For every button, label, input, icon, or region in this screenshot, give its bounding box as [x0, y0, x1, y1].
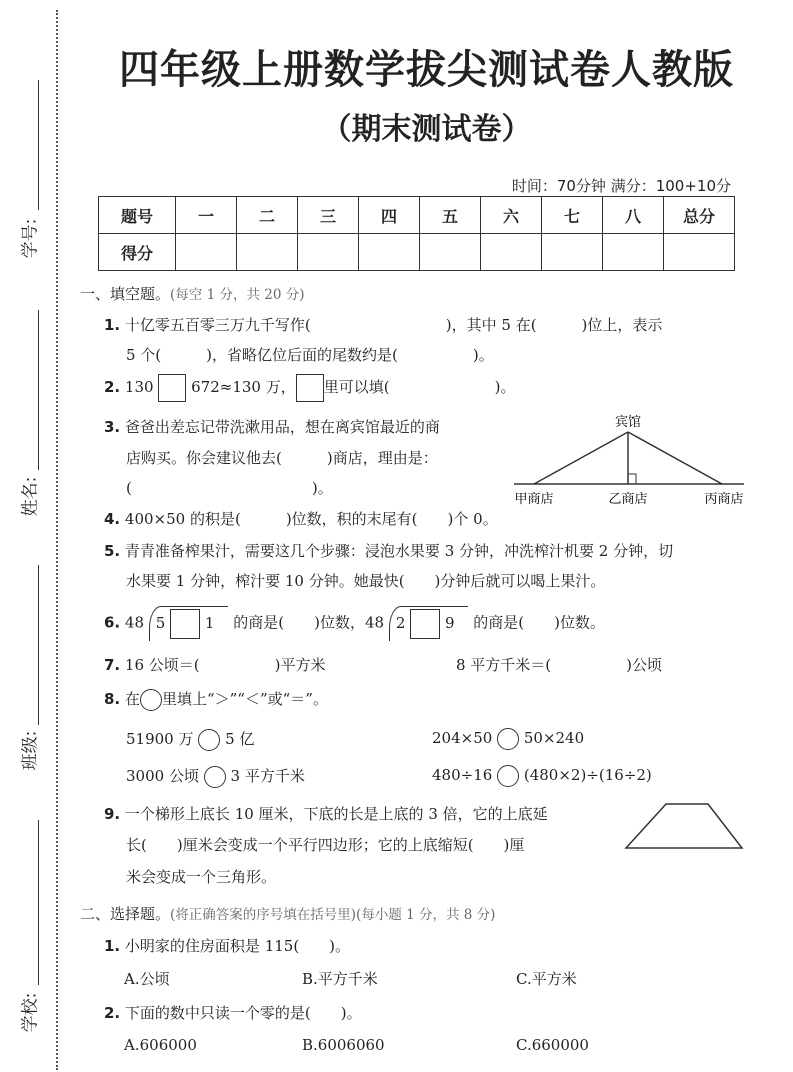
question-3-line-3: ( )。	[126, 479, 333, 497]
question-number: 2.	[104, 1004, 121, 1022]
compare-item-2	[432, 728, 584, 750]
question-text: 下面的数中只读一个零的是( )。	[124, 1004, 362, 1022]
compare-item-1	[126, 728, 254, 751]
page-title: 四年级上册数学拔尖测试卷人教版	[119, 47, 734, 93]
answer-box[interactable]	[410, 609, 440, 639]
question-9-line-2: 长( )厘米会变成一个平行四边形；它的上底缩短( )厘	[126, 836, 525, 854]
question-number: 3.	[104, 418, 121, 436]
question-number: 2.	[104, 378, 121, 396]
question-text: 672≈130 万，	[191, 378, 296, 396]
score-header-cell: 一	[176, 197, 237, 234]
choice-option-c[interactable]: C.平方米	[516, 970, 577, 988]
answer-box[interactable]	[158, 374, 186, 402]
question-3-line-1	[104, 416, 440, 437]
score-header-cell: 七	[542, 197, 603, 234]
question-number: 6.	[104, 613, 121, 632]
score-cell[interactable]	[237, 234, 298, 271]
question-text: 爸爸出差忘记带洗漱用品，想在离宾馆最近的商	[124, 418, 440, 436]
question-3-line-2: 店购买。你会建议他去( )商店，理由是：	[126, 449, 438, 467]
question-text: 十亿零五百零三万九千写作( )，其中 5 在( )位上，表示	[124, 316, 663, 334]
choice-option-a[interactable]: A.公顷	[124, 970, 170, 988]
question-number: 4.	[104, 510, 121, 528]
shop-b-label: 乙商店	[608, 492, 648, 507]
name-field[interactable]	[38, 310, 39, 470]
question-number: 1.	[104, 316, 121, 334]
question-1-line-1	[104, 314, 662, 335]
divisor-2: 48	[364, 613, 385, 632]
name-label: 姓名:	[20, 476, 41, 517]
score-cell[interactable]	[542, 234, 603, 271]
circle-symbol	[140, 689, 162, 711]
class-field[interactable]	[38, 565, 39, 725]
choice-option-b[interactable]: B.6006060	[302, 1036, 385, 1054]
question-text: 的商是( )位数。	[473, 613, 605, 632]
question-8	[104, 688, 328, 711]
question-number: 1.	[104, 937, 121, 955]
question-text: 130	[124, 378, 154, 396]
student-id-field[interactable]	[38, 80, 39, 210]
compare-left: 480÷16	[432, 766, 493, 784]
score-cell[interactable]	[176, 234, 237, 271]
score-header-cell: 六	[481, 197, 542, 234]
score-header-cell: 题号	[99, 197, 176, 234]
question-number: 9.	[104, 805, 121, 823]
shop-c-label: 丙商店	[704, 492, 744, 507]
right-angle-mark	[628, 474, 636, 484]
score-header-cell: 总分	[664, 197, 735, 234]
score-header-cell: 三	[298, 197, 359, 234]
question-1-line-2: 5 个( )，省略亿位后面的尾数约是( )。	[126, 346, 494, 364]
compare-left: 204×50	[432, 729, 493, 747]
score-cell[interactable]	[481, 234, 542, 271]
answer-box[interactable]	[170, 609, 200, 639]
dividend-digit: 5	[155, 614, 166, 632]
score-cell[interactable]	[664, 234, 735, 271]
question-2	[104, 374, 515, 402]
compare-item-4	[432, 765, 652, 787]
compare-left: 3000 公顷	[126, 767, 199, 785]
compare-circle[interactable]	[198, 729, 220, 751]
trapezoid-shape	[626, 804, 742, 848]
score-cell[interactable]	[359, 234, 420, 271]
section-2-note: (将正确答案的序号填在括号里)(每小题 1 分，共 8 分)	[170, 907, 496, 923]
section-2-heading	[80, 903, 495, 924]
divisor-1: 48	[124, 613, 145, 632]
score-header-cell: 五	[420, 197, 481, 234]
time-info: 时间：70分钟 满分：100+10分	[511, 177, 731, 195]
section-1-note: (每空 1 分，共 20 分)	[170, 287, 305, 303]
compare-left: 51900 万	[126, 730, 194, 748]
dividend-digit: 9	[444, 614, 455, 632]
student-id-label: 学号:	[20, 218, 41, 259]
question-text: 的商是( )位数，	[233, 613, 365, 632]
compare-right: 5 亿	[225, 730, 255, 748]
choice-option-a[interactable]: A.606000	[124, 1036, 197, 1054]
school-field[interactable]	[38, 820, 39, 985]
shop-location-diagram	[506, 410, 756, 510]
question-7	[104, 654, 325, 675]
question-number: 7.	[104, 656, 121, 674]
trapezoid-figure	[622, 800, 746, 852]
choice-question-2	[104, 1002, 362, 1023]
question-text: 400×50 的积是( )位数，积的末尾有( )个 0。	[124, 510, 498, 528]
compare-right: (480×2)÷(16÷2)	[523, 766, 652, 784]
choice-option-c[interactable]: C.660000	[516, 1036, 589, 1054]
dividend-digit: 2	[395, 614, 406, 632]
question-text: 青青准备榨果汁，需要这几个步骤：浸泡水果要 3 分钟，冲洗榨汁机要 2 分钟，切	[124, 542, 674, 560]
compare-circle[interactable]	[204, 766, 226, 788]
score-header-cell: 八	[603, 197, 664, 234]
question-text: 里可以填( )。	[323, 378, 516, 396]
score-cell[interactable]	[603, 234, 664, 271]
hotel-label: 宾馆	[614, 415, 642, 430]
compare-circle[interactable]	[497, 728, 519, 750]
question-9-line-1	[104, 803, 548, 824]
long-division-1	[149, 606, 229, 641]
path-to-shop-c	[628, 432, 722, 484]
question-text: 16 公顷＝( )平方米	[124, 656, 326, 674]
cut-line	[56, 10, 58, 1070]
score-table-header-row	[99, 197, 735, 234]
section-1-heading	[80, 283, 304, 304]
question-6	[104, 606, 605, 641]
question-9-line-3: 米会变成一个三角形。	[126, 868, 277, 886]
score-header-cell: 四	[359, 197, 420, 234]
answer-box-reference	[296, 374, 324, 402]
score-cell[interactable]	[298, 234, 359, 271]
choice-question-1	[104, 935, 350, 956]
binding-strip	[0, 0, 60, 1072]
section-1-title: 一、填空题。	[80, 285, 171, 303]
question-text: 里填上“＞”“＜”或“＝”。	[161, 690, 328, 708]
class-label: 班级:	[20, 730, 41, 771]
question-5-line-1	[104, 540, 673, 561]
path-to-shop-a	[534, 432, 628, 484]
compare-item-3	[126, 765, 305, 788]
score-table-score-row	[99, 234, 735, 271]
dividend-digit: 1	[204, 614, 215, 632]
score-table	[98, 196, 735, 271]
question-number: 8.	[104, 690, 121, 708]
shop-a-label: 甲商店	[514, 492, 554, 507]
compare-right: 50×240	[523, 729, 585, 747]
compare-right: 3 平方千米	[230, 767, 305, 785]
long-division-2	[389, 606, 469, 641]
question-text: 在	[124, 690, 140, 708]
section-2-title: 二、选择题。	[80, 905, 171, 923]
choice-option-b[interactable]: B.平方千米	[302, 970, 378, 988]
score-header-cell: 二	[237, 197, 298, 234]
question-number: 5.	[104, 542, 121, 560]
score-row-label: 得分	[99, 234, 176, 271]
question-text: 一个梯形上底长 10 厘米，下底的长是上底的 3 倍，它的上底延	[124, 805, 548, 823]
school-label: 学校:	[20, 992, 41, 1033]
question-text: 小明家的住房面积是 115( )。	[124, 937, 351, 955]
page-subtitle: （期末测试卷）	[321, 112, 532, 147]
question-5-line-2: 水果要 1 分钟，榨汁要 10 分钟。她最快( )分钟后就可以喝上果汁。	[126, 572, 606, 590]
score-cell[interactable]	[420, 234, 481, 271]
question-7-part-b: 8 平方千米＝( )公顷	[456, 656, 663, 674]
question-4	[104, 508, 498, 529]
compare-circle[interactable]	[497, 765, 519, 787]
